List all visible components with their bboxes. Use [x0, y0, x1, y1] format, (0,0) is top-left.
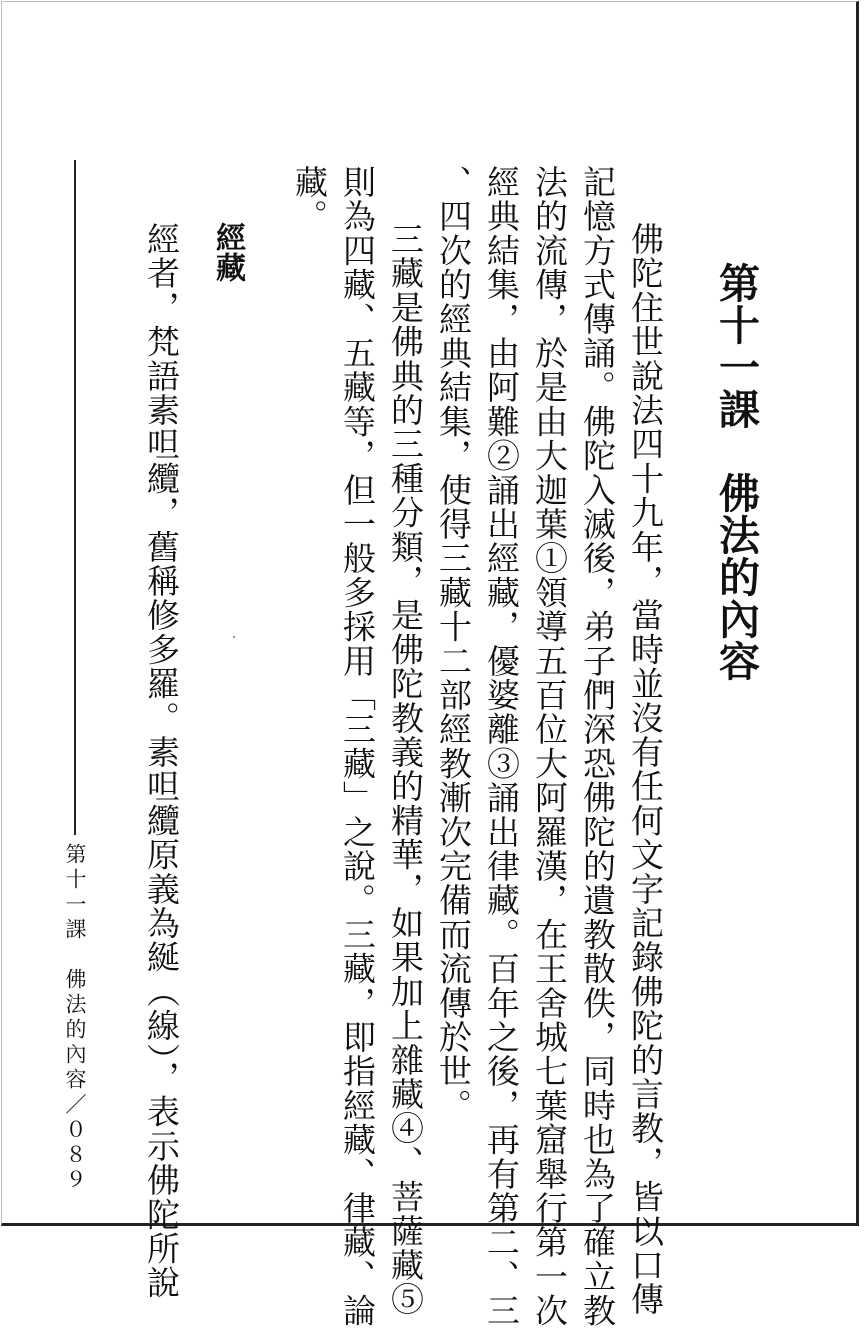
section-heading: 經藏 — [210, 222, 245, 282]
paragraph-1-line-2: 記憶方式傳誦。佛陀入滅後，弟子們深恐佛陀的遺教散佚，同時也為了確立教 — [578, 165, 617, 1328]
scan-speck — [233, 636, 235, 638]
paragraph-2-line-2: 則為四藏、五藏等，但一般多採用「三藏」之說。三藏，即指經藏、律藏、論 — [338, 165, 377, 1328]
paragraph-1-line-3: 法的流傳，於是由大迦葉①領導五百位大阿羅漢，在王舍城七葉窟舉行第一次 — [530, 165, 569, 1328]
paragraph-1-line-1: 佛陀住世說法四十九年，當時並沒有任何文字記錄佛陀的言教，皆以口傳 — [626, 222, 665, 1317]
chapter-title: 第十一課 佛法的內容 — [712, 262, 760, 682]
paragraph-3-line-1: 經者，梵語素呾纜，舊稱修多羅。素呾纜原義為綖（線），表示佛陀所說 — [142, 222, 181, 1300]
footer-running-title: 第十一課 佛法的內容／０８９ — [63, 843, 87, 1193]
paragraph-2-line-3: 藏。 — [290, 165, 329, 234]
footer-rule — [74, 160, 76, 835]
paragraph-1-line-5: 、四次的經典結集，使得三藏十二部經教漸次完備而流傳於世。 — [434, 165, 473, 1123]
paragraph-2-line-1: 三藏是佛典的三種分類，是佛陀教義的精華，如果加上雜藏④、菩薩藏⑤ — [386, 222, 425, 1317]
paragraph-1-line-4: 經典結集，由阿難②誦出經藏，優婆離③誦出律藏。百年之後，再有第二、三 — [482, 165, 521, 1328]
